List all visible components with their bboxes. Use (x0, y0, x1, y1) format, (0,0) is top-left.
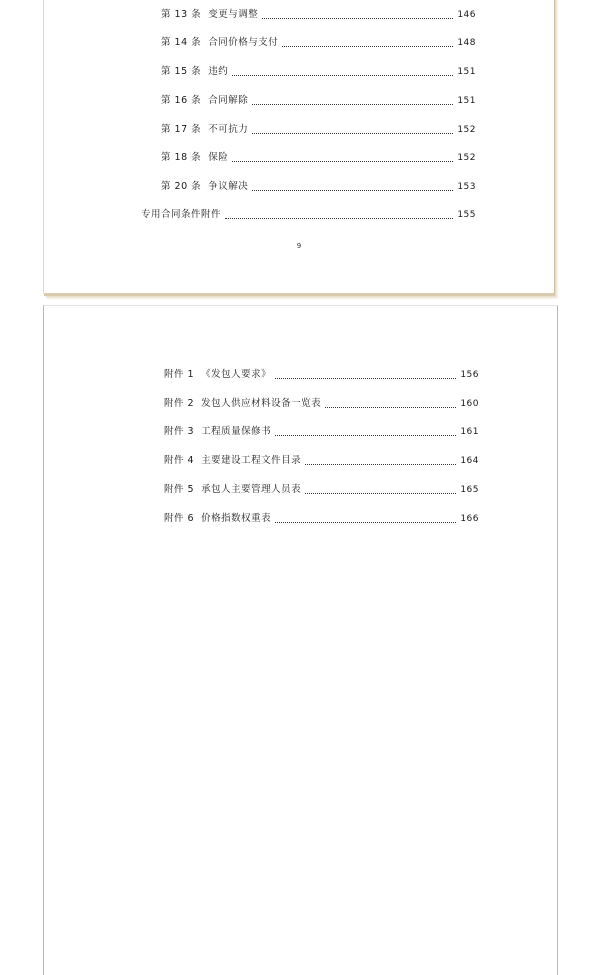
toc-entry-page: 151 (457, 67, 476, 77)
toc-entry-title: 工程质量保修书 (201, 426, 272, 437)
toc-entry-page: 153 (457, 182, 476, 192)
toc-entry-number: 第 18 条 (161, 152, 202, 163)
toc-entry-page: 166 (460, 514, 479, 524)
toc-leader-dots (252, 189, 453, 191)
toc-entry-number: 第 15 条 (161, 66, 202, 77)
toc-page-bottom (43, 305, 558, 975)
toc-entry-title: 主要建设工程文件目录 (201, 455, 302, 466)
toc-entry[interactable] (164, 397, 479, 411)
toc-entry-number: 第 14 条 (161, 37, 202, 48)
toc-entry[interactable] (164, 425, 479, 439)
toc-entry-page: 152 (457, 125, 476, 135)
toc-entry-number: 附件 1 (164, 369, 195, 380)
toc-entry[interactable] (141, 208, 476, 222)
toc-entry-page: 156 (460, 370, 479, 380)
toc-entry-title: 保险 (208, 152, 229, 163)
toc-entry-page: 164 (460, 456, 479, 466)
toc-entry[interactable] (161, 180, 476, 194)
toc-leader-dots (252, 103, 453, 105)
toc-entry-number: 附件 3 (164, 426, 195, 437)
toc-leader-dots (325, 406, 456, 408)
toc-entry-title: 承包人主要管理人员表 (201, 484, 302, 495)
toc-entry-number: 附件 4 (164, 455, 195, 466)
toc-entry[interactable] (161, 94, 476, 108)
toc-entry-number: 第 17 条 (161, 124, 202, 135)
toc-leader-dots (275, 377, 456, 379)
toc-entry-page: 165 (460, 485, 479, 495)
toc-entry[interactable] (161, 8, 476, 22)
toc-entry[interactable] (161, 151, 476, 165)
toc-leader-dots (232, 74, 453, 76)
toc-entry-title: 价格指数权重表 (201, 513, 272, 524)
toc-leader-dots (225, 217, 453, 219)
toc-page-top (44, 0, 555, 296)
toc-entry-page: 161 (460, 427, 479, 437)
toc-leader-dots (252, 132, 453, 134)
toc-leader-dots (275, 521, 456, 523)
toc-entry-title: 合同价格与支付 (208, 37, 279, 48)
toc-entry-title: 违约 (208, 66, 229, 77)
toc-entry[interactable] (161, 123, 476, 137)
toc-entry[interactable] (164, 512, 479, 526)
toc-entry-number: 附件 5 (164, 484, 195, 495)
toc-entry-title: 变更与调整 (208, 9, 259, 20)
toc-leader-dots (305, 463, 456, 465)
toc-entry-number: 第 13 条 (161, 9, 202, 20)
toc-entry-number: 附件 2 (164, 398, 195, 409)
toc-entry-page: 152 (457, 153, 476, 163)
toc-leader-dots (305, 492, 456, 494)
toc-entry-title: 合同解除 (208, 95, 249, 106)
toc-leader-dots (262, 17, 453, 19)
toc-entry-title: 专用合同条件附件 (141, 209, 222, 220)
toc-entry-page: 151 (457, 96, 476, 106)
toc-entry-number: 第 20 条 (161, 181, 202, 192)
toc-entry-page: 155 (457, 210, 476, 220)
page-number: 9 (296, 242, 302, 250)
toc-entry-number: 第 16 条 (161, 95, 202, 106)
toc-entry-title: 发包人供应材料设备一览表 (201, 398, 322, 409)
toc-entry[interactable] (161, 36, 476, 50)
toc-leader-dots (282, 45, 453, 47)
toc-entry-page: 148 (457, 38, 476, 48)
toc-leader-dots (232, 160, 453, 162)
toc-entry[interactable] (164, 454, 479, 468)
toc-entry[interactable] (164, 483, 479, 497)
toc-entry[interactable] (161, 65, 476, 79)
toc-entry-page: 160 (460, 399, 479, 409)
toc-entry-number: 附件 6 (164, 513, 195, 524)
toc-entry-title: 不可抗力 (208, 124, 249, 135)
toc-entry-title: 《发包人要求》 (201, 369, 272, 380)
toc-entry-page: 146 (457, 10, 476, 20)
toc-entry[interactable] (164, 368, 479, 382)
toc-leader-dots (275, 434, 456, 436)
toc-entry-title: 争议解决 (208, 181, 249, 192)
